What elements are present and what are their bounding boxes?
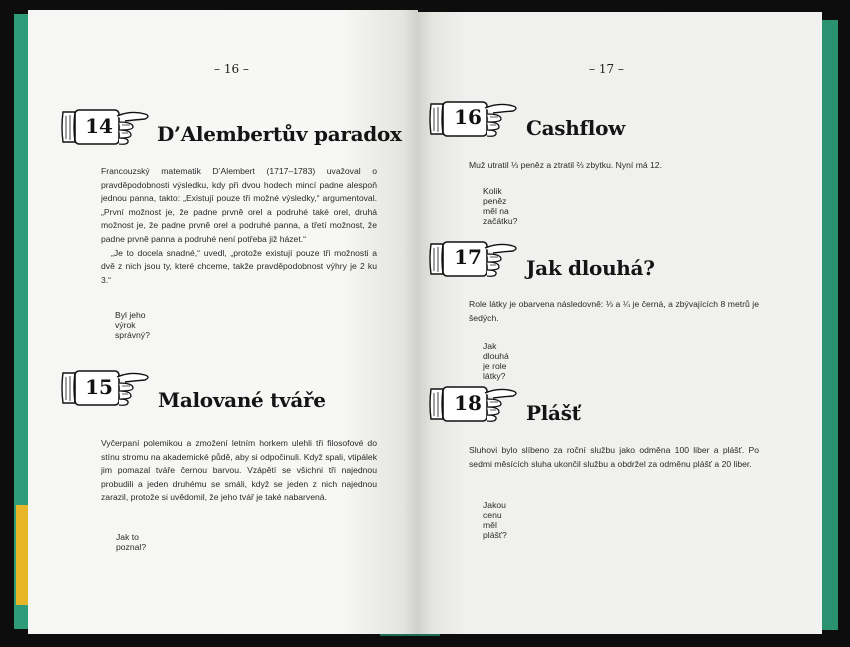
puzzle-number: 17 [454,245,482,269]
puzzle-number: 15 [85,375,113,399]
page-number: – 17 – [589,62,624,76]
puzzle-question: Jak dlouhá je role látky? [483,341,509,381]
puzzle-title: Malované tváře [158,388,326,412]
paragraph: Sluhovi bylo slíbeno za roční službu jako odměna 100 liber a plášť. Po sedmi měsících sluha ukončil službu a obdržel za odměnu plášť a 20 liber. [469,445,759,469]
puzzle-text [101,165,377,287]
puzzle-text [469,444,759,471]
puzzle-question: Byl jeho výrok správný? [115,310,150,340]
paragraph: Vyčerpaní polemikou a zmožení letním horkem ulehli tři filosofové do stínu stromu na akademické půdě, aby si odpočinuli. Když spali, vtipálek jim pomazal tváře černou barvou. Vzápětí se všichni tři najednou probudili a jeden druhému se smáli, když se jeden z nich najednou zarazil, protože si uvědomil, že jeho tvář je také nabarvená. [101,438,377,503]
book-cover-edge-right [820,20,838,630]
puzzle-title: Cashflow [526,116,626,140]
paragraph: Muž utratil ⅓ peněz a ztratil ⅔ zbytku. Nyní má 12. [469,160,662,170]
paragraph: „Je to docela snadné,“ uvedl, „protože existují pouze tři možnosti a dvě z nich jsou ty, které chceme, takže pravděpodobnost výhry je 2 ku 3.“ [101,247,377,285]
puzzle-number: 18 [454,391,482,415]
puzzle-title: D’Alembertův paradox [157,122,402,146]
left-page [28,10,418,634]
paragraph: Francouzský matematik D’Alembert (1717–1783) uvažoval o pravděpodobnosti výsledku, kdy při dvou hodech mincí padne alespoň jednou panna, takto: „Existují pouze tři možné výsledky,“ argumentoval. „První možnost je, že padne prvně orel a podruhé také orel, druhá možnost je, že padne prvně orel a podruhé panna, a třetí možnost, že padne prvně panna a podruhé není potřeba již házet.“ [101,166,377,244]
puzzle-text [101,437,377,505]
puzzle-question: Jak to poznal? [116,532,147,552]
puzzle-number: 16 [454,105,482,129]
paragraph: Role látky je obarvena následovně: ⅓ a ¼ je černá, a zbývajících 8 metrů je šedých. [469,299,759,323]
page-number: – 16 – [214,62,249,76]
puzzle-title: Plášť [526,401,581,425]
puzzle-question: Jakou cenu měl plášť? [483,500,507,540]
puzzle-number: 14 [85,114,113,138]
right-page [417,12,822,634]
puzzle-text [469,159,759,173]
puzzle-question: Kolik peněz měl na začátku? [483,186,518,226]
puzzle-text [469,298,759,325]
puzzle-title: Jak dlouhá? [526,256,655,280]
